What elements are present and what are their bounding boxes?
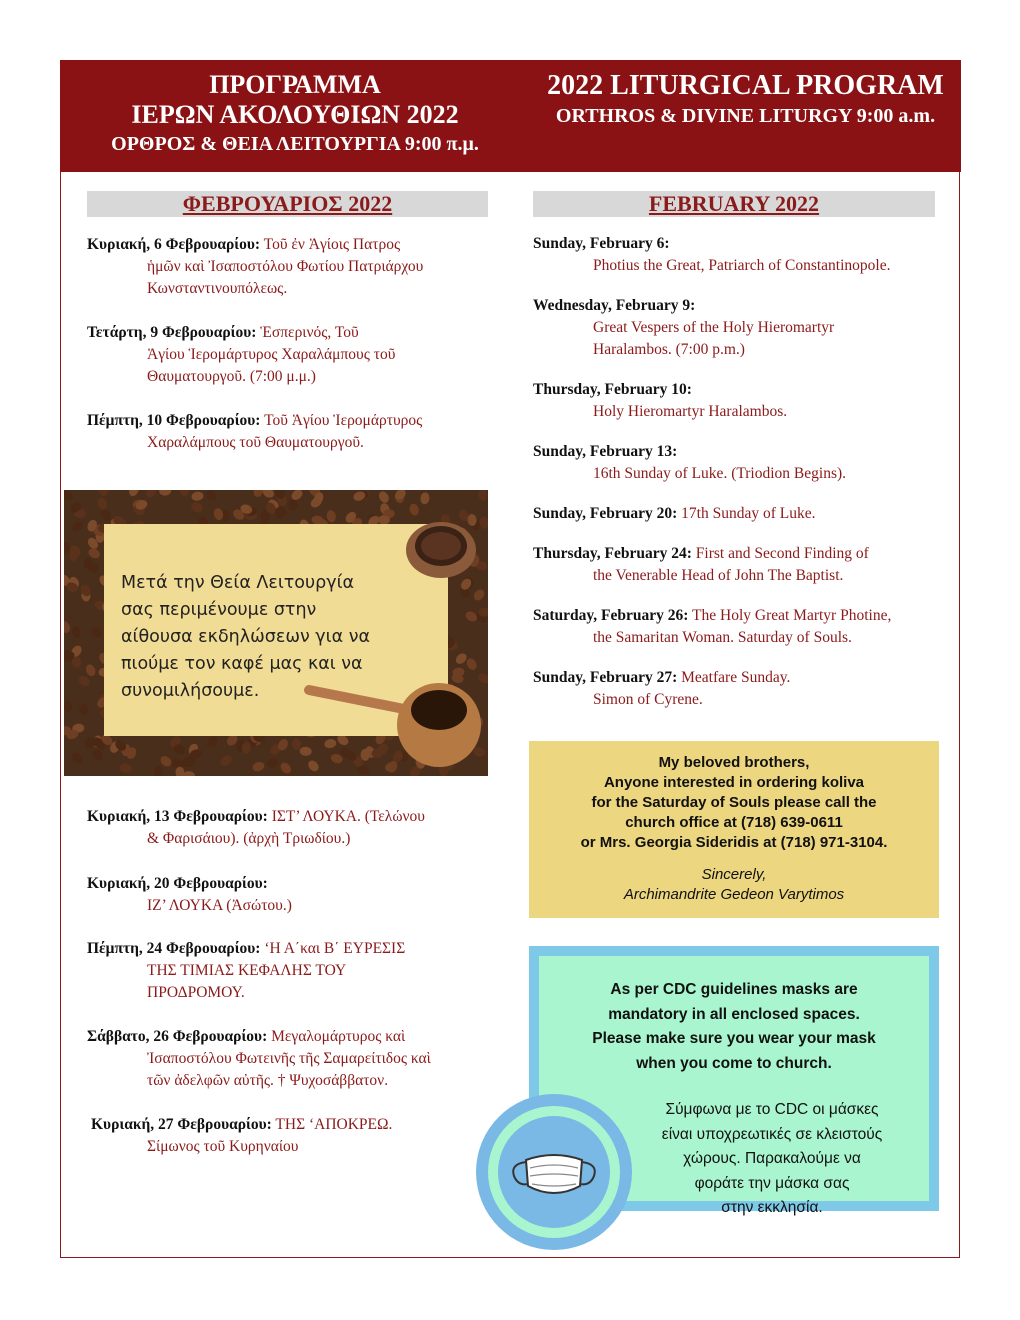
- english-entry: Sunday, February 20: 17th Sunday of Luke.: [533, 505, 816, 522]
- english-entry: Thursday, February 24: First and Second Finding of the Venerable Head of John The Baptist.: [533, 545, 869, 584]
- english-entry: Sunday, February 6: Photius the Great, Patriarch of Constantinopole.: [533, 235, 891, 274]
- greek-entry: Τετάρτη, 9 Φεβρουαρίου: Ἑσπερινός, Τοῦ Ἁγίου Ἱερομάρτυρος Χαραλάμπους τοῦ Θαυματουργοῦ. (7:00 μ.μ.): [87, 324, 396, 385]
- greek-month-heading: [87, 191, 488, 217]
- greek-entry: Πέμπτη, 24 Φεβρουαρίου: ‘Η Α΄και Β΄ ΕΥΡΕΣΙΣ ΤΗΣ ΤΙΜΙΑΣ ΚΕΦΑΛΗΣ ΤΟΥ ΠΡΟΔΡΟΜΟΥ.: [87, 940, 406, 1001]
- english-month-heading: [533, 191, 935, 217]
- english-entry: Thursday, February 10: Holy Hieromartyr Haralambos.: [533, 381, 788, 420]
- english-entry: Saturday, February 26: The Holy Great Martyr Photine, the Samaritan Woman. Saturday of Souls.: [533, 607, 892, 646]
- english-entry: Sunday, February 27: Meatfare Sunday. Simon of Cyrene.: [533, 669, 791, 708]
- english-month-label: FEBRUARY 2022: [648, 191, 820, 216]
- mask-notice-greek: Σύμφωνα με το CDC οι μάσκες είναι υποχρεωτικές σε κλειστούς χώρους. Παρακαλούμε να φοράτε την μάσκα σας στην εκκλησία.: [661, 1101, 883, 1216]
- mask-notice-english: As per CDC guidelines masks are mandatory in all enclosed spaces. Please make sure you wear your mask when you come to church.: [592, 981, 876, 1072]
- greek-header-line1: ΠΡΟΓΡΑΜΜΑ: [209, 70, 381, 99]
- greek-entry: Κυριακή, 6 Φεβρουαρίου: Τοῦ ἐν Ἁγίοις Πατρος ἡμῶν καὶ Ἰσαποστόλου Φωτίου Πατριάρχου Κωνσταντινουπόλεως.: [87, 236, 424, 297]
- coffee-invitation-text: Μετά την Θεία Λειτουργία σας περιμένουμε στην αίθουσα εκδηλώσεων για να πιούμε τον καφέ μας και να συνομιλήσουμε.: [121, 573, 370, 701]
- greek-entry: Πέμπτη, 10 Φεβρουαρίου: Τοῦ Ἁγίου Ἱερομάρτυρος Χαραλάμπους τοῦ Θαυματουργοῦ.: [87, 412, 423, 451]
- greek-entry: Κυριακή, 20 Φεβρουαρίου: ΙΖ’ ΛΟΥΚΑ (Ἀσώτου.): [87, 875, 292, 914]
- english-header-line1: 2022 LITURGICAL PROGRAM: [547, 70, 944, 101]
- face-mask-icon: [474, 1092, 634, 1252]
- greek-header-line3: ΟΡΘΡΟΣ & ΘΕΙΑ ΛΕΙΤΟΥΡΓΙΑ 9:00 π.μ.: [111, 133, 479, 155]
- greek-header: [60, 70, 530, 158]
- english-entry: Sunday, February 13: 16th Sunday of Luke. (Triodion Begins).: [533, 443, 847, 482]
- koliva-notice: My beloved brothers, Anyone interested in ordering koliva for the Saturday of Souls please call the church office at (718) 639-0611 or Mrs. Georgia Sideridis at (718) 971-3104. Sincerely, Archimandrite Gedeon Varytimos: [529, 741, 939, 918]
- english-header-line2: ORTHROS & DIVINE LITURGY 9:00 a.m.: [555, 105, 936, 127]
- greek-header-line2: ΙΕΡΩΝ ΑΚΟΛΟΥΘΙΩΝ 2022: [131, 100, 459, 129]
- english-entry: Wednesday, February 9: Great Vespers of the Holy Hieromartyr Haralambos. (7:00 p.m.): [533, 297, 835, 358]
- greek-entry: Κυριακή, 13 Φεβρουαρίου: ΙΣΤ’ ΛΟΥΚΑ. (Τελώνου & Φαρισάιου). (ἀρχὴ Τριωδίου.): [87, 808, 425, 847]
- greek-month-label: ΦΕΒΡΟΥΑΡΙΟΣ 2022: [182, 191, 393, 216]
- greek-entry: Σάββατο, 26 Φεβρουαρίου: Μεγαλομάρτυρος καὶ Ἰσαποστόλου Φωτεινῆς τῆς Σαμαρείτιδος καὶ τῶν ἀδελφῶν αὐτῆς. † Ψυχοσάββατον.: [87, 1028, 431, 1089]
- page-header: [60, 60, 961, 172]
- english-header: [530, 70, 961, 130]
- greek-entry: Κυριακή, 27 Φεβρουαρίου: ΤΗΣ ‘ΑΠΟΚΡΕΩ. Σίμωνος τοῦ Κυρηναίου: [91, 1116, 393, 1155]
